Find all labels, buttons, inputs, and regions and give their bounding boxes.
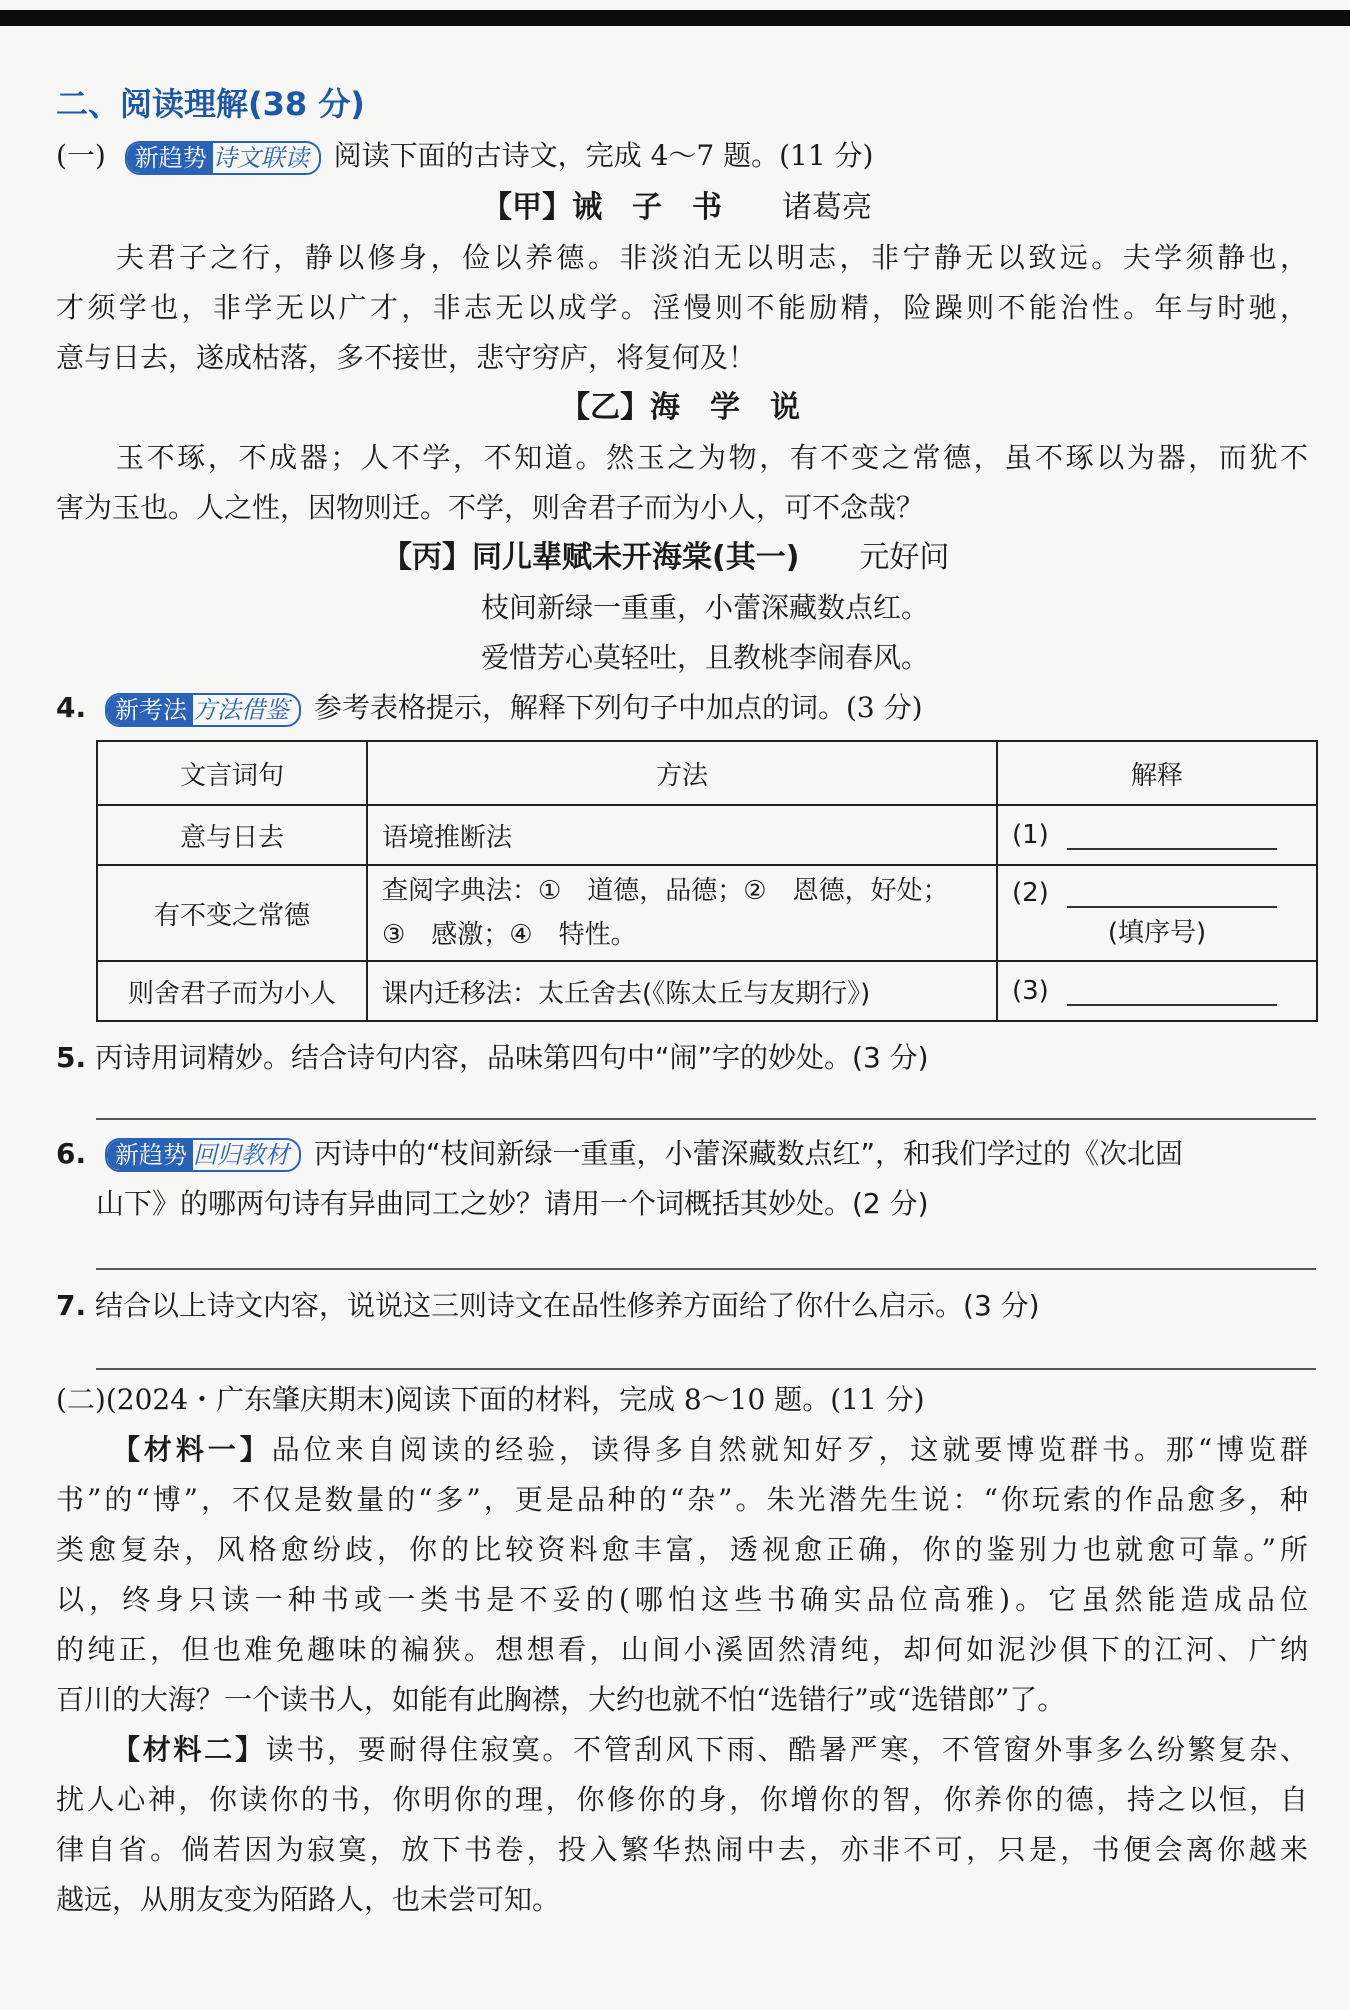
answer-cell-2[interactable]: (2) (填序号) <box>997 865 1317 961</box>
yi-title: 【乙】海 学 说 <box>560 390 800 425</box>
answer-blank[interactable] <box>1067 880 1277 908</box>
jia-line-1: 夫君子之行，静以修身，俭以养德。非淡泊无以明志，非宁静无以致远。夫学须静也， <box>116 241 1308 274</box>
material-1-line-5: 的纯正，但也难免趣味的褊狭。想想看，山间小溪固然清纯，却何如泥沙俱下的江河、广纳 <box>56 1633 1308 1666</box>
answer-line-7[interactable] <box>96 1368 1316 1370</box>
fill-note: (填序号) <box>1107 917 1207 948</box>
section-heading: 二、阅读理解(38 分) <box>56 85 365 123</box>
new-trend-badge: 新趋势 回归教材 <box>105 1138 301 1172</box>
answer-blank[interactable] <box>1067 822 1277 850</box>
question-5: 5. 丙诗用词精妙。结合诗句内容，品味第四句中“闹”字的妙处。(3 分) <box>56 1041 929 1074</box>
part1-text: 阅读下面的古诗文，完成 4～7 题。(11 分) <box>333 139 874 172</box>
bing-author: 元好问 <box>859 540 950 575</box>
bing-line-1: 枝间新绿一重重，小蕾深藏数点红。 <box>480 591 929 624</box>
material-2-line-1: 【材料二】读书，要耐得住寂寞。不管刮风下雨、酷暑严寒，不管窗外事多么纷繁复杂、 <box>112 1733 1308 1766</box>
part1-prefix: (一) <box>56 139 106 172</box>
table-row <box>97 865 1317 961</box>
table-header-row <box>97 741 1317 805</box>
jia-line-3: 意与日去，遂成枯落，多不接世，悲守穷庐，将复何及！ <box>56 341 757 374</box>
table-cell-method: 语境推断法 <box>367 805 997 865</box>
answer-blank[interactable] <box>1067 978 1277 1006</box>
table-header: 方法 <box>367 741 997 805</box>
vocab-table <box>96 740 1318 1022</box>
jia-title: 【甲】诫 子 书 诸葛亮 <box>482 190 872 225</box>
material-1-line-2: 书”的“博”，不仅是数量的“多”，更是品种的“杂”。朱光潜先生说：“你玩索的作品愈多，种 <box>56 1483 1308 1516</box>
part2-heading: (二)(2024・广东肇庆期末)阅读下面的材料，完成 8～10 题。(11 分) <box>56 1383 925 1416</box>
bing-line-2: 爱惜芳心莫轻吐，且教桃李闹春风。 <box>480 641 929 674</box>
answer-cell-1[interactable]: (1) <box>997 805 1317 865</box>
material-2-line-3: 律自省。倘若因为寂寞，放下书卷，投入繁华热闹中去，亦非不可，只是，书便会离你越来 <box>56 1833 1308 1866</box>
table-cell-phrase: 有不变之常德 <box>97 865 367 961</box>
table-cell-method: 课内迁移法：太丘舍去(《陈太丘与友期行》) <box>367 961 997 1021</box>
yi-line-1: 玉不琢，不成器；人不学，不知道。然玉之为物，有不变之常德，虽不琢以为器，而犹不 <box>116 441 1308 474</box>
table-cell-phrase: 意与日去 <box>97 805 367 865</box>
material-2-line-2: 扰人心神，你读你的书，你明你的理，你修你的身，你增你的智，你养你的德，持之以恒，自 <box>56 1783 1308 1816</box>
table-row <box>97 805 1317 865</box>
material-1-line-4: 以，终身只读一种书或一类书是不妥的(哪怕这些书确实品位高雅)。它虽然能造成品位 <box>56 1583 1308 1616</box>
answer-cell-3[interactable]: (3) <box>997 961 1317 1021</box>
table-header: 文言词句 <box>97 741 367 805</box>
answer-line-5[interactable] <box>96 1118 1316 1120</box>
material-1-line-3: 类愈复杂，风格愈纷歧，你的比较资料愈丰富，透视愈正确，你的鉴别力也就愈可靠。”所 <box>56 1533 1308 1566</box>
table-cell-method: 查阅字典法：① 道德，品德；② 恩德，好处； ③ 感激；④ 特性。 <box>367 865 997 961</box>
table-row <box>97 961 1317 1021</box>
question-6: 6. 新趋势 回归教材 丙诗中的“枝间新绿一重重，小蕾深藏数点红”，和我们学过的《次北固 <box>56 1137 1183 1170</box>
top-border <box>0 10 1350 26</box>
jia-line-2: 才须学也，非学无以广才，非志无以成学。淫慢则不能励精，险躁则不能治性。年与时驰， <box>56 291 1308 324</box>
answer-line-6[interactable] <box>96 1268 1316 1270</box>
bing-title: 【丙】同儿辈赋未开海棠(其一) 元好问 <box>382 540 950 575</box>
jia-author: 诸葛亮 <box>782 190 872 225</box>
question-4: 4. 新考法 方法借鉴 参考表格提示，解释下列句子中加点的词。(3 分) <box>56 688 923 728</box>
table-header: 解释 <box>997 741 1317 805</box>
material-1-line-1: 【材料一】品位来自阅读的经验，读得多自然就知好歹，这就要博览群书。那“博览群 <box>112 1433 1308 1466</box>
material-2-line-4: 越远，从朋友变为陌路人，也未尝可知。 <box>56 1883 561 1916</box>
table-cell-phrase: 则舍君子而为小人 <box>97 961 367 1021</box>
new-method-badge: 新考法 方法借鉴 <box>105 693 301 727</box>
yi-line-2: 害为玉也。人之性，因物则迁。不学，则舍君子而为小人，可不念哉？ <box>56 491 925 524</box>
question-6-line-2: 山下》的哪两句诗有异曲同工之妙？请用一个词概括其妙处。(2 分) <box>96 1187 929 1220</box>
material-1-line-6: 百川的大海？一个读书人，如能有此胸襟，大约也就不怕“选错行”或“选错郎”了。 <box>56 1683 1066 1716</box>
new-trend-badge: 新趋势 诗文联读 <box>125 141 321 175</box>
question-7: 7. 结合以上诗文内容，说说这三则诗文在品性修养方面给了你什么启示。(3 分) <box>56 1289 1040 1322</box>
part1-instruction <box>56 136 873 176</box>
